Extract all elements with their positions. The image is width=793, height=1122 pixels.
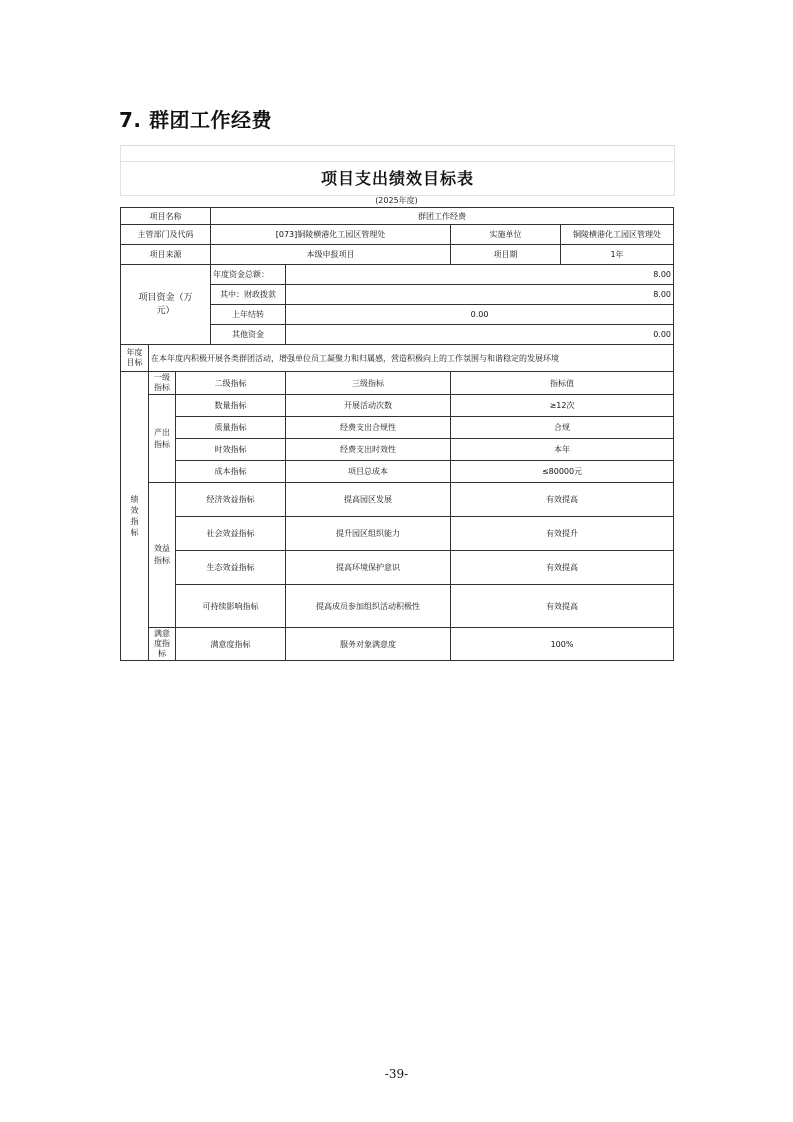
output-level2: 质量指标 [176,417,286,439]
output-level3: 开展活动次数 [286,395,451,417]
row-benefit-4 [121,585,674,628]
header-level2: 二级指标 [176,372,286,395]
project-name-value: 群团工作经费 [211,208,674,225]
impl-value: 铜陵横港化工园区管理处 [561,225,674,245]
benefit-level2: 社会效益指标 [176,517,286,551]
funds-total-value: 8.00 [286,265,674,285]
annual-goal-text: 在本年度内积极开展各类群团活动，增强单位员工凝聚力和归属感，营造积极向上的工作氛围与和谐稳定的发展环境 [149,345,674,372]
benefit-label [149,483,176,628]
source-label: 项目来源 [121,245,211,265]
perf-label [121,372,149,661]
output-value: 本年 [451,439,674,461]
section-title: 7. 群团工作经费 [119,108,272,132]
row-department [121,225,674,245]
page-number: -39- [384,1067,409,1081]
satisfaction-level2: 满意度指标 [176,628,286,661]
benefit-value: 有效提高 [451,585,674,628]
output-label [149,395,176,483]
row-satisfaction [121,628,674,661]
row-output-2 [121,417,674,439]
output-value: 合规 [451,417,674,439]
dept-label: 主管部门及代码 [121,225,211,245]
row-output-4 [121,461,674,483]
row-output-1 [121,395,674,417]
funds-other-value: 0.00 [286,325,674,345]
benefit-level2: 生态效益指标 [176,551,286,585]
benefit-value: 有效提高 [451,551,674,585]
output-level3: 经费支出时效性 [286,439,451,461]
funds-total-label: 年度资金总额： [211,265,286,285]
project-name-label: 项目名称 [121,208,211,225]
period-value: 1年 [561,245,674,265]
funds-fiscal-label: 其中：财政拨款 [211,285,286,305]
row-benefit-2 [121,517,674,551]
annual-goal-label [121,345,149,372]
performance-table [120,207,674,661]
benefit-level3: 提高成员参加组织活动积极性 [286,585,451,628]
output-level2: 数量指标 [176,395,286,417]
funds-label-text: 项目资金（万元） [138,292,193,316]
funds-label [121,265,211,345]
row-benefit-3 [121,551,674,585]
impl-label: 实施单位 [451,225,561,245]
output-level2: 成本指标 [176,461,286,483]
row-funds-total [121,265,674,285]
header-level1 [149,372,176,395]
output-level3: 经费支出合规性 [286,417,451,439]
benefit-level2: 经济效益指标 [176,483,286,517]
benefit-level2: 可持续影响指标 [176,585,286,628]
dept-value: [073]铜陵横港化工园区管理处 [211,225,451,245]
header-level1-text: 一级指标 [154,373,170,392]
perf-label-text: 绩效指标 [130,495,139,537]
output-level2: 时效指标 [176,439,286,461]
satisfaction-level3: 服务对象满意度 [286,628,451,661]
row-annual-goal [121,345,674,372]
benefit-value: 有效提高 [451,483,674,517]
row-benefit-1 [121,483,674,517]
funds-carryover-label: 上年结转 [211,305,286,325]
output-value: ≥12次 [451,395,674,417]
output-value: ≤80000元 [451,461,674,483]
table-year: (2025年度) [375,196,418,205]
funds-carryover-value: 0.00 [286,305,674,325]
row-source [121,245,674,265]
benefit-level3: 提升园区组织能力 [286,517,451,551]
row-project-name [121,208,674,225]
benefit-level3: 提高园区发展 [286,483,451,517]
row-output-3 [121,439,674,461]
table-top-strip [120,145,675,162]
funds-other-label: 其他资金 [211,325,286,345]
satisfaction-label [149,628,176,661]
period-label: 项目期 [451,245,561,265]
benefit-label-text: 效益指标 [154,544,170,565]
source-value: 本级申报项目 [211,245,451,265]
satisfaction-value: 100% [451,628,674,661]
table-title: 项目支出绩效目标表 [120,161,675,196]
benefit-level3: 提高环境保护意识 [286,551,451,585]
output-level3: 项目总成本 [286,461,451,483]
annual-goal-label-text: 年度目标 [126,348,143,367]
satisfaction-label-text: 满意度指标 [154,629,170,658]
funds-fiscal-value: 8.00 [286,285,674,305]
benefit-value: 有效提升 [451,517,674,551]
output-label-text: 产出指标 [154,427,170,449]
row-col-headers [121,372,674,395]
header-level3: 三级指标 [286,372,451,395]
header-value: 指标值 [451,372,674,395]
